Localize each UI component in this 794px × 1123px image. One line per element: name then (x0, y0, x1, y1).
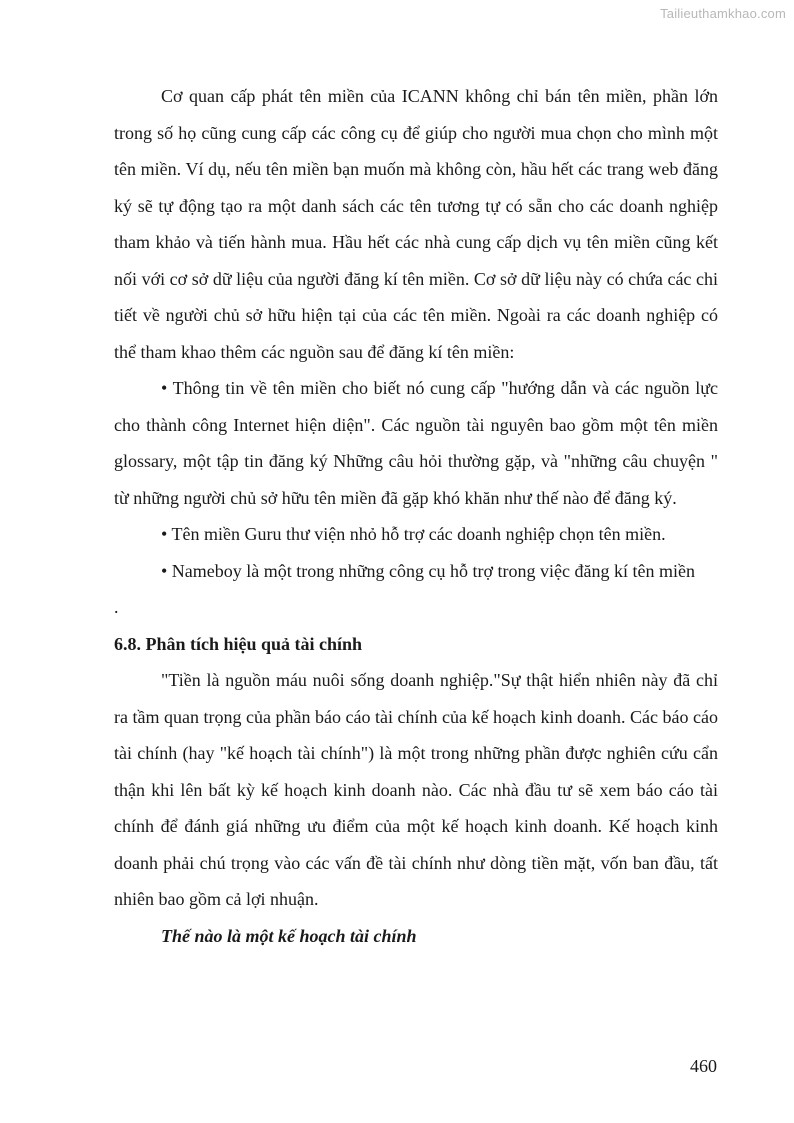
bullet-domain-guru: • Tên miền Guru thư viện nhỏ hỗ trợ các doanh nghiệp chọn tên miền. (161, 524, 666, 544)
paragraph-finance: "Tiền là nguồn máu nuôi sống doanh nghiệp."Sự thật hiển nhiên này đã chỉ ra tầm quan trọng của phần báo cáo tài chính của kế hoạch kinh doanh. Các báo cáo tài chính (hay "kế hoạch tài chính") là một trong những phần được nghiên cứu cẩn thận khi lên bất kỳ kế hoạch kinh doanh nào. Các nhà đầu tư sẽ xem báo cáo tài chính để đánh giá những ưu điểm của một kế hoạch kinh doanh. Kế hoạch kinh doanh phải chú trọng vào các vấn đề tài chính như dòng tiền mặt, vốn ban đầu, tất nhiên bao gồm cả lợi nhuận. (114, 670, 718, 909)
paragraph-icann: Cơ quan cấp phát tên miền của ICANN không chỉ bán tên miền, phần lớn trong số họ cũng cung cấp các công cụ để giúp cho người mua chọn cho mình một tên miền. Ví dụ, nếu tên miền bạn muốn mà không còn, hầu hết các trang web đăng ký sẽ tự động tạo ra một danh sách các tên tương tự có sẵn cho các doanh nghiệp tham khảo và tiến hành mua. Hầu hết các nhà cung cấp dịch vụ tên miền cũng kết nối với cơ sở dữ liệu của người đăng kí tên miền. Cơ sở dữ liệu này có chứa các chi tiết về người chủ sở hữu hiện tại của các tên miền. Ngoài ra các doanh nghiệp có thể tham khao thêm các nguồn sau để đăng kí tên miền: (114, 86, 718, 362)
watermark: Tailieuthamkhao.com (660, 6, 786, 21)
bullet-domain-info: • Thông tin về tên miền cho biết nó cung cấp "hướng dẫn và các nguồn lực cho thành công Internet hiện diện". Các nguồn tài nguyên bao gồm một tên miền glossary, một tập tin đăng ký Những câu hỏi thường gặp, và "những câu chuyện " từ những người chủ sở hữu tên miền đã gặp khó khăn như thế nào để đăng ký. (114, 378, 718, 508)
stray-dot: . (114, 597, 119, 617)
document-body (114, 78, 718, 954)
subheading: Thế nào là một kế hoạch tài chính (161, 925, 417, 946)
section-heading: 6.8. Phân tích hiệu quả tài chính (114, 633, 363, 654)
bullet-nameboy: • Nameboy là một trong những công cụ hỗ trợ trong việc đăng kí tên miền (161, 560, 695, 581)
page-number: 460 (690, 1056, 717, 1076)
